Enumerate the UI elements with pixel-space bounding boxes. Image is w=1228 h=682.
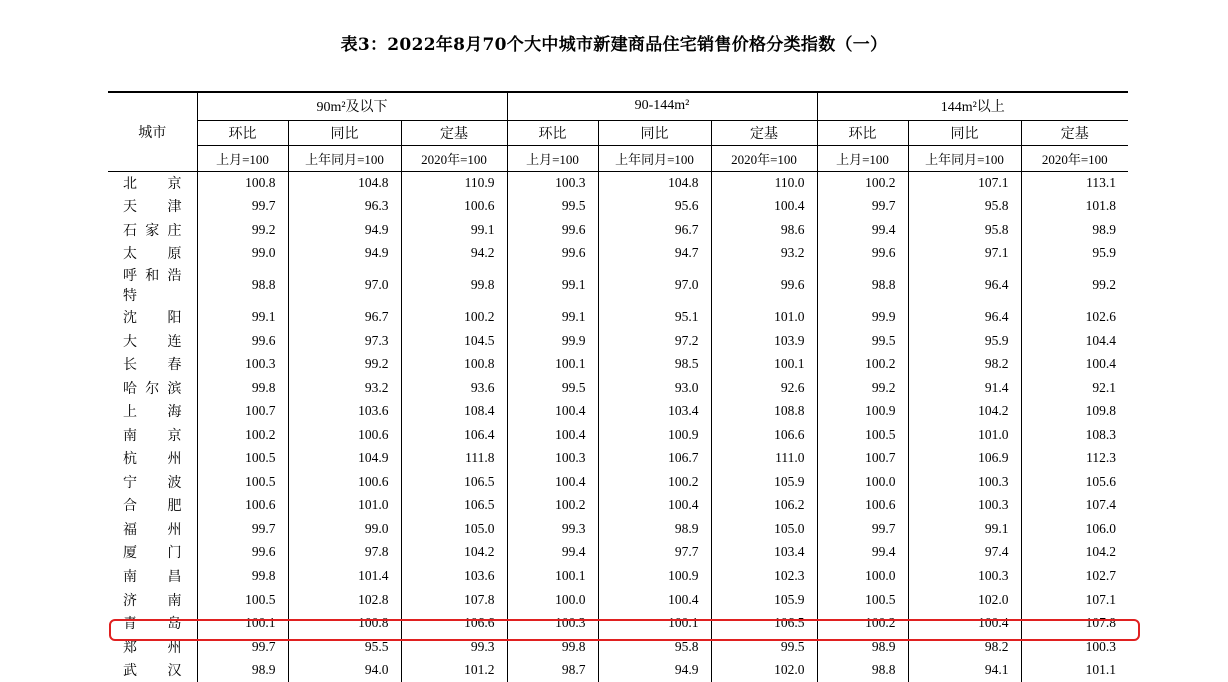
index-value-cell: 98.9: [598, 517, 711, 541]
index-value-cell: 98.6: [711, 218, 817, 242]
index-value-cell: 99.7: [817, 517, 908, 541]
index-value-cell: 97.3: [288, 329, 401, 353]
index-value-cell: 99.9: [507, 329, 598, 353]
table-row: [108, 171, 1128, 195]
city-name-cell: 长春: [123, 357, 183, 374]
index-value-cell: 100.9: [817, 399, 908, 423]
index-value-cell: 100.4: [507, 423, 598, 447]
index-value-cell: 99.6: [711, 265, 817, 305]
index-value-cell: 107.1: [1021, 588, 1128, 612]
index-value-cell: 106.7: [598, 446, 711, 470]
index-value-cell: 96.7: [288, 305, 401, 329]
index-value-cell: 99.3: [507, 517, 598, 541]
index-value-cell: 110.0: [711, 171, 817, 195]
index-value-cell: 98.8: [817, 658, 908, 682]
city-name-cell: 呼和浩特: [123, 268, 183, 305]
index-value-cell: 96.4: [908, 305, 1021, 329]
index-value-cell: 99.1: [401, 218, 507, 242]
index-value-cell: 103.9: [711, 329, 817, 353]
index-value-cell: 99.8: [197, 376, 288, 400]
index-value-cell: 100.3: [908, 470, 1021, 494]
index-value-cell: 100.1: [507, 352, 598, 376]
index-value-cell: 102.0: [908, 588, 1021, 612]
index-value-cell: 106.5: [711, 611, 817, 635]
index-value-cell: 100.0: [817, 564, 908, 588]
index-value-cell: 99.2: [817, 376, 908, 400]
index-value-cell: 99.3: [401, 635, 507, 659]
index-value-cell: 95.9: [908, 329, 1021, 353]
index-value-cell: 104.2: [1021, 541, 1128, 565]
index-value-cell: 104.8: [598, 171, 711, 195]
index-value-cell: 93.2: [711, 242, 817, 266]
index-value-cell: 105.6: [1021, 470, 1128, 494]
index-value-cell: 100.6: [817, 494, 908, 518]
index-value-cell: 100.7: [817, 446, 908, 470]
index-value-cell: 95.8: [598, 635, 711, 659]
index-value-cell: 99.6: [817, 242, 908, 266]
table-row: [108, 195, 1128, 219]
index-value-cell: 111.0: [711, 446, 817, 470]
index-value-cell: 108.4: [401, 399, 507, 423]
index-value-cell: 104.2: [401, 541, 507, 565]
index-value-cell: 99.1: [908, 517, 1021, 541]
index-value-cell: 107.4: [1021, 494, 1128, 518]
index-value-cell: 97.4: [908, 541, 1021, 565]
table-row: [108, 658, 1128, 682]
index-value-cell: 105.9: [711, 470, 817, 494]
index-value-cell: 99.6: [507, 218, 598, 242]
index-value-cell: 106.5: [401, 470, 507, 494]
metric-header-mom: 环比: [507, 120, 598, 145]
header-row-metrics: [108, 120, 1128, 145]
index-value-cell: 95.6: [598, 195, 711, 219]
index-value-cell: 93.6: [401, 376, 507, 400]
index-value-cell: 102.0: [711, 658, 817, 682]
index-value-cell: 102.6: [1021, 305, 1128, 329]
index-value-cell: 100.4: [711, 195, 817, 219]
index-value-cell: 98.9: [1021, 218, 1128, 242]
metric-header-yoy: 同比: [908, 120, 1021, 145]
index-value-cell: 95.8: [908, 218, 1021, 242]
city-name-cell: 宁波: [123, 474, 183, 491]
table-row: [108, 494, 1128, 518]
index-value-cell: 112.3: [1021, 446, 1128, 470]
index-value-cell: 99.7: [197, 195, 288, 219]
index-value-cell: 98.8: [817, 265, 908, 305]
index-value-cell: 103.4: [711, 541, 817, 565]
index-value-cell: 97.2: [598, 329, 711, 353]
index-value-cell: 99.2: [288, 352, 401, 376]
table-row: [108, 517, 1128, 541]
base-header-last-year: 上年同月=100: [908, 145, 1021, 171]
index-value-cell: 100.5: [197, 470, 288, 494]
city-name-cell: 天津: [123, 199, 183, 216]
index-value-cell: 96.3: [288, 195, 401, 219]
metric-header-yoy: 同比: [598, 120, 711, 145]
index-value-cell: 94.9: [288, 218, 401, 242]
index-value-cell: 99.5: [711, 635, 817, 659]
index-value-cell: 107.8: [401, 588, 507, 612]
index-value-cell: 100.3: [197, 352, 288, 376]
index-value-cell: 100.6: [401, 195, 507, 219]
index-value-cell: 100.2: [598, 470, 711, 494]
city-name-cell: 福州: [123, 521, 183, 538]
index-value-cell: 100.8: [288, 611, 401, 635]
index-value-cell: 99.8: [507, 635, 598, 659]
table-row: [108, 611, 1128, 635]
index-value-cell: 108.3: [1021, 423, 1128, 447]
index-value-cell: 102.3: [711, 564, 817, 588]
index-value-cell: 100.3: [908, 564, 1021, 588]
city-name-cell: 济南: [123, 592, 183, 609]
base-header-last-month: 上月=100: [507, 145, 598, 171]
index-value-cell: 100.1: [711, 352, 817, 376]
index-value-cell: 106.2: [711, 494, 817, 518]
index-value-cell: 100.4: [598, 494, 711, 518]
index-value-cell: 100.6: [288, 423, 401, 447]
index-value-cell: 95.9: [1021, 242, 1128, 266]
index-value-cell: 100.3: [507, 171, 598, 195]
index-value-cell: 100.1: [197, 611, 288, 635]
index-value-cell: 97.1: [908, 242, 1021, 266]
index-value-cell: 100.3: [908, 494, 1021, 518]
index-value-cell: 93.2: [288, 376, 401, 400]
index-value-cell: 99.4: [817, 541, 908, 565]
index-value-cell: 94.9: [598, 658, 711, 682]
table-row: [108, 423, 1128, 447]
index-value-cell: 99.6: [197, 329, 288, 353]
index-value-cell: 92.1: [1021, 376, 1128, 400]
index-value-cell: 96.7: [598, 218, 711, 242]
index-value-cell: 99.5: [507, 195, 598, 219]
city-name-cell: 郑州: [123, 639, 183, 656]
city-name-cell: 太原: [123, 246, 183, 263]
index-value-cell: 100.3: [507, 611, 598, 635]
city-name-cell: 合肥: [123, 498, 183, 515]
index-value-cell: 100.1: [598, 611, 711, 635]
index-value-cell: 100.8: [401, 352, 507, 376]
index-value-cell: 104.4: [1021, 329, 1128, 353]
metric-header-fixed-base: 定基: [1021, 120, 1128, 145]
index-value-cell: 100.1: [507, 564, 598, 588]
index-value-cell: 104.9: [288, 446, 401, 470]
index-value-cell: 100.5: [197, 588, 288, 612]
index-value-cell: 99.8: [197, 564, 288, 588]
index-value-cell: 113.1: [1021, 171, 1128, 195]
index-value-cell: 99.8: [401, 265, 507, 305]
index-value-cell: 101.0: [908, 423, 1021, 447]
index-value-cell: 94.1: [908, 658, 1021, 682]
table-row: [108, 265, 1128, 305]
index-value-cell: 107.8: [1021, 611, 1128, 635]
index-value-cell: 99.7: [197, 635, 288, 659]
index-value-cell: 100.2: [401, 305, 507, 329]
group-header-small: 90m²及以下: [197, 92, 507, 120]
table-row: [108, 329, 1128, 353]
city-name-cell: 厦门: [123, 545, 183, 562]
index-value-cell: 99.5: [507, 376, 598, 400]
index-value-cell: 92.6: [711, 376, 817, 400]
index-value-cell: 100.3: [507, 446, 598, 470]
index-value-cell: 106.6: [711, 423, 817, 447]
table-row: [108, 399, 1128, 423]
index-value-cell: 98.9: [197, 658, 288, 682]
city-name-cell: 大连: [123, 333, 183, 350]
index-value-cell: 107.1: [908, 171, 1021, 195]
index-value-cell: 100.5: [817, 588, 908, 612]
base-header-2020: 2020年=100: [401, 145, 507, 171]
index-value-cell: 100.9: [598, 423, 711, 447]
price-index-table: [108, 91, 1128, 682]
base-header-last-year: 上年同月=100: [598, 145, 711, 171]
metric-header-mom: 环比: [197, 120, 288, 145]
index-value-cell: 99.1: [197, 305, 288, 329]
index-value-cell: 101.0: [711, 305, 817, 329]
index-value-cell: 99.5: [817, 329, 908, 353]
index-value-cell: 97.0: [598, 265, 711, 305]
index-value-cell: 94.0: [288, 658, 401, 682]
index-value-cell: 100.9: [598, 564, 711, 588]
index-value-cell: 95.5: [288, 635, 401, 659]
city-name-cell: 沈阳: [123, 309, 183, 326]
index-value-cell: 99.2: [197, 218, 288, 242]
index-value-cell: 98.2: [908, 635, 1021, 659]
table-row: [108, 564, 1128, 588]
city-name-cell: 南京: [123, 427, 183, 444]
index-value-cell: 99.2: [1021, 265, 1128, 305]
metric-header-fixed-base: 定基: [401, 120, 507, 145]
index-value-cell: 99.4: [817, 218, 908, 242]
index-value-cell: 103.4: [598, 399, 711, 423]
index-value-cell: 106.5: [401, 494, 507, 518]
city-name-cell: 青岛: [123, 616, 183, 633]
index-value-cell: 97.7: [598, 541, 711, 565]
city-name-cell: 哈尔滨: [123, 380, 183, 397]
index-value-cell: 99.0: [197, 242, 288, 266]
index-value-cell: 94.9: [288, 242, 401, 266]
index-value-cell: 100.6: [197, 494, 288, 518]
index-value-cell: 99.1: [507, 305, 598, 329]
city-name-cell: 杭州: [123, 451, 183, 468]
index-value-cell: 103.6: [288, 399, 401, 423]
table-row: [108, 376, 1128, 400]
index-value-cell: 109.8: [1021, 399, 1128, 423]
table-row: [108, 470, 1128, 494]
index-value-cell: 97.0: [288, 265, 401, 305]
index-value-cell: 96.4: [908, 265, 1021, 305]
index-value-cell: 100.5: [197, 446, 288, 470]
table-body: [108, 171, 1128, 682]
base-header-2020: 2020年=100: [711, 145, 817, 171]
index-value-cell: 104.5: [401, 329, 507, 353]
index-value-cell: 100.5: [817, 423, 908, 447]
index-value-cell: 105.0: [711, 517, 817, 541]
index-value-cell: 100.4: [1021, 352, 1128, 376]
index-value-cell: 100.4: [507, 470, 598, 494]
index-value-cell: 100.2: [817, 352, 908, 376]
index-value-cell: 100.6: [288, 470, 401, 494]
index-value-cell: 106.0: [1021, 517, 1128, 541]
index-value-cell: 100.2: [197, 423, 288, 447]
index-value-cell: 98.9: [817, 635, 908, 659]
index-value-cell: 101.0: [288, 494, 401, 518]
index-value-cell: 101.8: [1021, 195, 1128, 219]
index-value-cell: 98.5: [598, 352, 711, 376]
index-value-cell: 106.6: [401, 611, 507, 635]
index-value-cell: 102.7: [1021, 564, 1128, 588]
index-value-cell: 100.4: [908, 611, 1021, 635]
table-row: [108, 635, 1128, 659]
table-row: [108, 305, 1128, 329]
index-value-cell: 94.7: [598, 242, 711, 266]
index-value-cell: 100.7: [197, 399, 288, 423]
index-value-cell: 100.4: [598, 588, 711, 612]
index-value-cell: 100.8: [197, 171, 288, 195]
index-value-cell: 99.7: [817, 195, 908, 219]
index-value-cell: 91.4: [908, 376, 1021, 400]
index-value-cell: 100.2: [817, 171, 908, 195]
index-value-cell: 102.8: [288, 588, 401, 612]
index-value-cell: 111.8: [401, 446, 507, 470]
table-row: [108, 242, 1128, 266]
group-header-medium: 90-144m²: [507, 92, 817, 120]
group-header-large: 144m²以上: [817, 92, 1128, 120]
index-value-cell: 110.9: [401, 171, 507, 195]
index-value-cell: 106.9: [908, 446, 1021, 470]
header-row-groups: [108, 92, 1128, 120]
city-name-cell: 上海: [123, 404, 183, 421]
index-value-cell: 100.2: [817, 611, 908, 635]
city-name-cell: 南昌: [123, 568, 183, 585]
index-value-cell: 100.4: [507, 399, 598, 423]
index-value-cell: 98.8: [197, 265, 288, 305]
index-value-cell: 101.2: [401, 658, 507, 682]
table-row: [108, 218, 1128, 242]
table-row: [108, 352, 1128, 376]
index-value-cell: 106.4: [401, 423, 507, 447]
index-value-cell: 100.0: [507, 588, 598, 612]
index-value-cell: 98.7: [507, 658, 598, 682]
index-value-cell: 99.4: [507, 541, 598, 565]
table-row: [108, 541, 1128, 565]
index-value-cell: 108.8: [711, 399, 817, 423]
index-value-cell: 101.4: [288, 564, 401, 588]
base-header-2020: 2020年=100: [1021, 145, 1128, 171]
base-header-last-year: 上年同月=100: [288, 145, 401, 171]
index-value-cell: 99.6: [507, 242, 598, 266]
index-value-cell: 104.8: [288, 171, 401, 195]
index-value-cell: 105.9: [711, 588, 817, 612]
index-value-cell: 98.2: [908, 352, 1021, 376]
index-value-cell: 100.0: [817, 470, 908, 494]
index-value-cell: 99.1: [507, 265, 598, 305]
index-value-cell: 97.8: [288, 541, 401, 565]
index-value-cell: 99.0: [288, 517, 401, 541]
index-value-cell: 95.8: [908, 195, 1021, 219]
index-value-cell: 105.0: [401, 517, 507, 541]
index-value-cell: 100.2: [507, 494, 598, 518]
index-value-cell: 99.9: [817, 305, 908, 329]
index-value-cell: 100.3: [1021, 635, 1128, 659]
index-value-cell: 95.1: [598, 305, 711, 329]
index-value-cell: 93.0: [598, 376, 711, 400]
table-title: 表3：2022年8月70个大中城市新建商品住宅销售价格分类指数（一）: [340, 35, 888, 55]
city-name-cell: 武汉: [123, 663, 183, 680]
index-value-cell: 99.6: [197, 541, 288, 565]
base-header-last-month: 上月=100: [817, 145, 908, 171]
index-value-cell: 104.2: [908, 399, 1021, 423]
metric-header-fixed-base: 定基: [711, 120, 817, 145]
header-row-bases: [108, 145, 1128, 171]
base-header-last-month: 上月=100: [197, 145, 288, 171]
city-name-cell: 北京: [123, 176, 183, 193]
table-row: [108, 588, 1128, 612]
index-value-cell: 103.6: [401, 564, 507, 588]
metric-header-yoy: 同比: [288, 120, 401, 145]
metric-header-mom: 环比: [817, 120, 908, 145]
city-name-cell: 石家庄: [123, 222, 183, 239]
index-value-cell: 94.2: [401, 242, 507, 266]
city-column-header: 城市: [108, 92, 197, 171]
table-row: [108, 446, 1128, 470]
index-value-cell: 99.7: [197, 517, 288, 541]
index-value-cell: 101.1: [1021, 658, 1128, 682]
